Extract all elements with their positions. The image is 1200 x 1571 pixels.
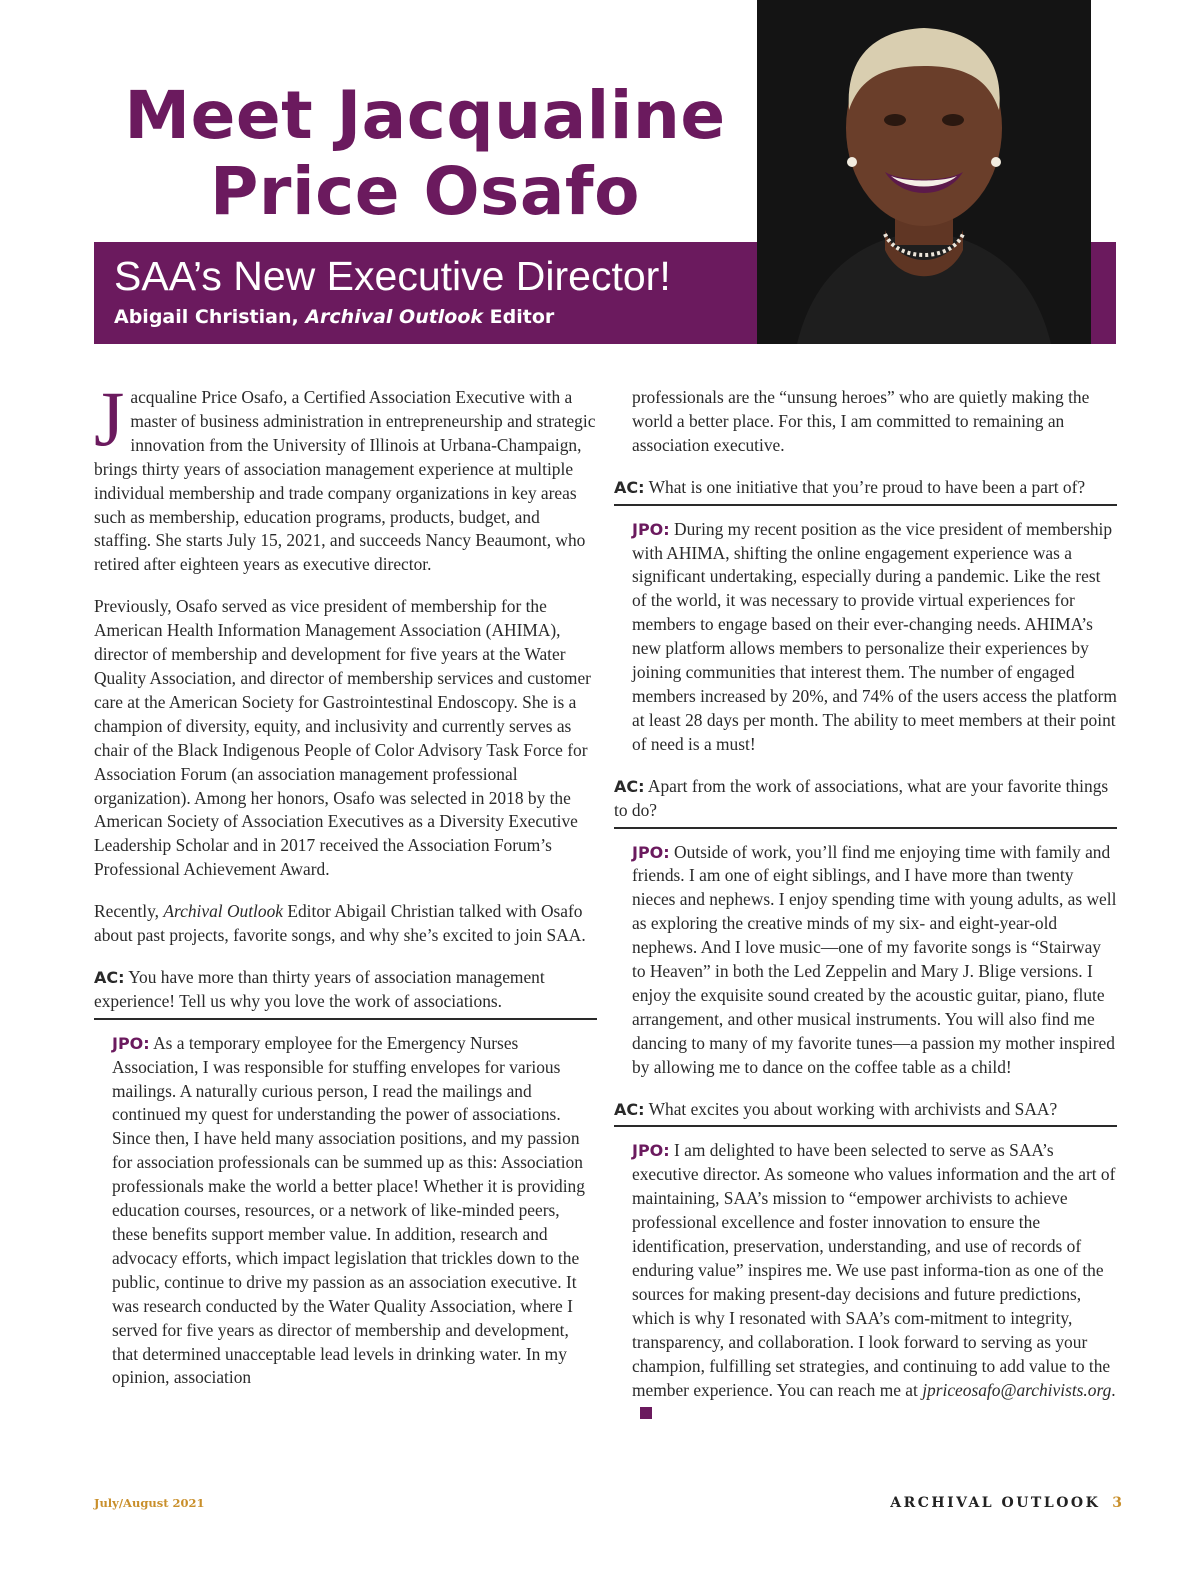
question-3 xyxy=(614,775,1117,829)
question-1 xyxy=(94,966,597,1020)
drop-cap: J xyxy=(94,375,125,462)
issue-date: July/August 2021 xyxy=(94,1496,205,1510)
page-number: 3 xyxy=(1112,1495,1122,1511)
contact-email: jpriceosafo@archivists.org xyxy=(922,1379,1112,1400)
answer-1 xyxy=(94,1032,597,1391)
ac-label: AC: xyxy=(94,967,125,987)
jpo-label: JPO: xyxy=(632,842,670,862)
title-line-2: Price Osafo xyxy=(210,153,640,230)
intro-paragraph-3 xyxy=(94,900,597,948)
answer-3-text: Outside of work, you’ll find me enjoying time with family and friends. I am one of eight siblings, and I have more than twenty nieces and nephews. I enjoy spending time with young adults, as well as exploring the creative minds of my six- and eight-year-old nephews. And I love music—one of my favorite songs is “Stairway to Heaven” in both the Led Zeppelin and Mary J. Blige versions. I enjoy the exquisite sound created by the acoustic guitar, piano, flute arrangement, and other musical instruments. You will also find me dancing to many of my favorite tunes—a passion my mother inspired by allowing me to dance on the coffee table as a child! xyxy=(632,841,1117,1077)
portrait-photo xyxy=(757,0,1091,344)
byline-publication: Archival Outlook xyxy=(305,306,484,328)
ac-label: AC: xyxy=(614,776,645,796)
intro-paragraph-1 xyxy=(94,375,597,577)
ac-label: AC: xyxy=(614,1099,645,1119)
intro-3-post: Editor Abigail Christian talked with Osafo about past projects, favorite songs, and why she’s excited to join SAA. xyxy=(94,901,586,946)
right-column xyxy=(614,386,1117,1444)
question-3-text: Apart from the work of associations, what are your favorite things to do? xyxy=(614,775,1109,820)
intro-3-publication: Archival Outlook xyxy=(163,901,284,922)
answer-1-text: As a temporary employee for the Emergency Nurses Association, I was responsible for stuffing envelopes for various mailings. A naturally curious person, I read the mailings and continued my quest for understanding the power of associations. Since then, I have held many association positions, and my passion for association professionals can be summed up as this: Association professionals make the world a better place! Whether it is providing education courses, resources, or a network of like-minded peers, these benefits support member value. In addition, research and advocacy efforts, which impact legislation that trickles down to the public, continue to drive my passion as an association executive. It was research conducted by the Water Quality Association, where I served for five years as director of membership and development, that determined unacceptable lead levels in drinking water. In my opinion, association xyxy=(112,1032,585,1388)
answer-2-text: During my recent position as the vice president of membership with AHIMA, shifting the online engagement experience was a significant undertaking, especially during a pandemic. Like the rest of the world, it was necessary to provide virtual experiences for members to engage based on their ever-changing needs. AHIMA’s new platform allows members to personalize their experiences by joining communities that interest them. The number of engaged members increased by 20%, and 74% of the users access the platform at least 28 days per month. The ability to meet members at their point of need is a must! xyxy=(632,518,1117,754)
jpo-label: JPO: xyxy=(632,519,670,539)
publication-name: ARCHIVAL OUTLOOK xyxy=(890,1495,1101,1511)
intro-text-1: acqualine Price Osafo, a Certified Association Executive with a master of business administration in entrepreneurship and strategic innovation from the University of Illinois at Urbana-Champaign, brings thirty years of association management experience at multiple individual membership and trade company organizations in key areas such as membership, education programs, products, budget, and staffing. She starts July 15, 2021, and succeeds Nancy Beaumont, who retired after eighteen years as executive director. xyxy=(94,387,596,575)
answer-3 xyxy=(614,841,1117,1080)
running-footer xyxy=(890,1495,1122,1511)
portrait-illustration xyxy=(757,0,1091,344)
jpo-label: JPO: xyxy=(112,1033,150,1053)
question-4 xyxy=(614,1098,1117,1128)
answer-4-text: I am delighted to have been selected to serve as SAA’s executive director. As someone who values information and the art of maintaining, SAA’s mission to “empower archivists to achieve professional excellence and foster innovation to ensure the identification, preservation, understanding, and use of records of enduring value” inspires me. We use past informa-tion as one of the sources for making present-day decisions and future predictions, which is why I resonated with SAA’s com-mitment to integrity, transparency, and collaboration. I look forward to serving as your champion, fulfilling set strategies, and continuing to add value to the member experience. You can reach me at xyxy=(632,1140,1116,1400)
article-title xyxy=(94,78,756,230)
question-2-text: What is one initiative that you’re proud to have been a part of? xyxy=(648,476,1086,497)
byline xyxy=(114,306,554,328)
question-1-text: You have more than thirty years of association management experience! Tell us why you love the work of associations. xyxy=(94,966,545,1011)
byline-role: Editor xyxy=(483,306,555,328)
article-subtitle: SAA’s New Executive Director! xyxy=(114,253,671,299)
title-line-1: Meet Jacqualine xyxy=(124,77,726,154)
answer-1-continued-text: professionals are the “unsung heroes” who are quietly making the world a better place. For this, I am committed to remaining an association executive. xyxy=(632,387,1090,455)
byline-name: Abigail Christian, xyxy=(114,306,306,328)
intro-3-pre: Recently, xyxy=(94,901,164,922)
intro-paragraph-2: Previously, Osafo served as vice president of membership for the American Health Information Management Association (AHIMA), director of membership and development for five years at the Water Quality Association, and director of membership services and customer care at the American Society for Gastrointestinal Endoscopy. She is a champion of diversity, equity, and inclusivity and currently serves as chair of the Black Indigenous People of Color Advisory Task Force for Association Forum (an association management professional organization). Among her honors, Osafo was selected in 2018 by the American Society of Association Executives as a Diversity Executive Leadership Scholar and in 2017 received the Association Forum’s Professional Achievement Award. xyxy=(94,596,591,880)
ac-label: AC: xyxy=(614,477,645,497)
jpo-label: JPO: xyxy=(632,1141,670,1161)
question-4-text: What excites you about working with archivists and SAA? xyxy=(648,1098,1058,1119)
answer-2 xyxy=(614,518,1117,757)
answer-4-end: . xyxy=(1111,1379,1116,1400)
answer-4 xyxy=(614,1139,1117,1426)
answer-1-continued xyxy=(614,386,1117,458)
left-column xyxy=(94,375,597,1408)
question-2 xyxy=(614,476,1117,506)
end-mark-icon xyxy=(640,1407,652,1419)
